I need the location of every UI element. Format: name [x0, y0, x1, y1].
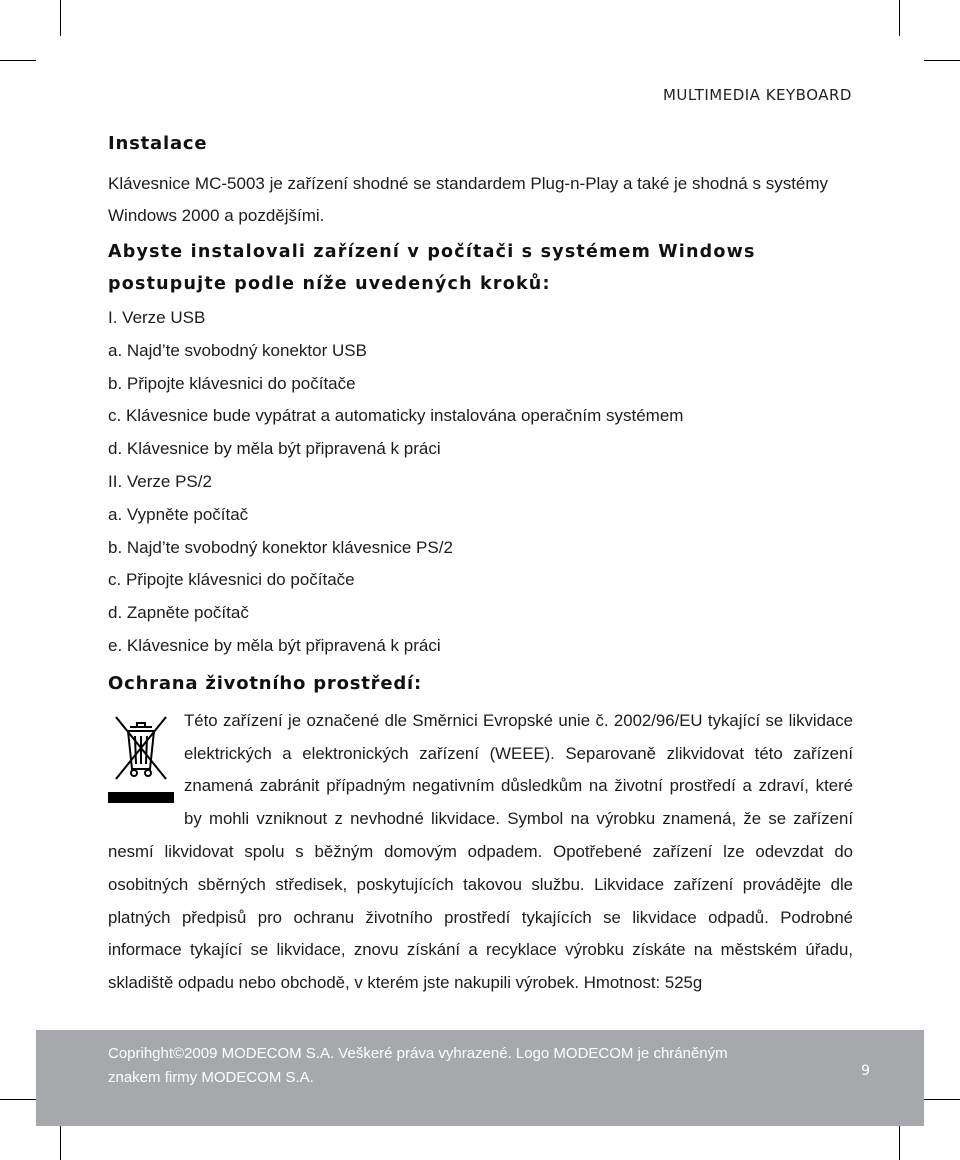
crop-mark-bottom-right-v [899, 1124, 900, 1160]
step-item: c. Připojte klávesnici do počítače [108, 570, 355, 590]
install-subheading: Abyste instalovali zařízení v počítači s systémem Windows postupujte podle níže uvedených kroků: [108, 242, 756, 294]
crop-mark-top-right-h [924, 60, 960, 61]
step-item: d. Klávesnice by měla být připravená k práci [108, 439, 441, 459]
environment-text: Této zařízení je označené dle Směrnici Evropské unie č. 2002/96/EU tykající se likvidace elektrických a elektronických zařízení (WEEE). Separovaně zlikvidovat této zařízení znamená zabránit případným negativním důsledkům na životní prostředí a zdraví, které by mohli vzniknout z nevhodné likvidace. Symbol na výrobku znamená, že se zařízení nesmí likvidovat spolu s běžným domovým odpadem. Opotřebené zařízení lze odevzdat do osobitných sběrných středisek, poskytujících takovou službu. Likvidace zařízení provádějte dle platných předpisů pro ochranu životního prostředí tykajících se likvidace odpadů. Podrobné informace tykající se likvidace, znovu získání a recyklace výrobku získáte na městském úřadu, skladiště odpadu nebo obchodě, v kterém jste nakupili výrobek. Hmotnost: 525g [108, 710, 853, 993]
install-steps [108, 302, 853, 663]
page-content [108, 133, 853, 1000]
footer-copyright: Coprihght©2009 MODECOM S.A. Veškeré práva vyhrazené. Logo MODECOM je chráněným znakem firmy MODECOM S.A. [108, 1045, 728, 1086]
crop-mark-top-right-v [899, 0, 900, 36]
crop-mark-top-left-v [60, 0, 61, 36]
step-item: c. Klávesnice bude vypátrat a automaticky instalována operačním systémem [108, 406, 684, 426]
crop-mark-bottom-right-h [924, 1099, 960, 1100]
step-item: a. Vypněte počítač [108, 504, 249, 524]
step-item: b. Připojte klávesnici do počítače [108, 373, 356, 393]
header-title: MULTIMEDIA KEYBOARD [662, 86, 852, 104]
environment-section [108, 705, 853, 1000]
weee-bar [108, 792, 174, 803]
weee-crossed-bin-icon [108, 709, 174, 809]
step-item: II. Verze PS/2 [108, 471, 212, 491]
step-item: I. Verze USB [108, 308, 206, 327]
step-item: a. Najd’te svobodný konektor USB [108, 340, 367, 360]
install-heading: Instalace [108, 133, 208, 154]
environment-heading: Ochrana životního prostředí: [108, 672, 423, 694]
install-intro: Klávesnice MC-5003 je zařízení shodné se standardem Plug-n-Play a také je shodná s systémy Windows 2000 a pozdějšími. [108, 174, 829, 225]
step-item: b. Najd’te svobodný konektor klávesnice PS/2 [108, 537, 453, 557]
footer-bar [36, 1030, 924, 1126]
crop-mark-bottom-left-v [60, 1124, 61, 1160]
step-item: d. Zapněte počítač [108, 603, 249, 623]
crop-mark-top-left-h [0, 60, 36, 61]
page-number: 9 [861, 1063, 870, 1079]
step-item: e. Klávesnice by měla být připravená k práci [108, 635, 441, 655]
crop-mark-bottom-left-h [0, 1099, 36, 1100]
